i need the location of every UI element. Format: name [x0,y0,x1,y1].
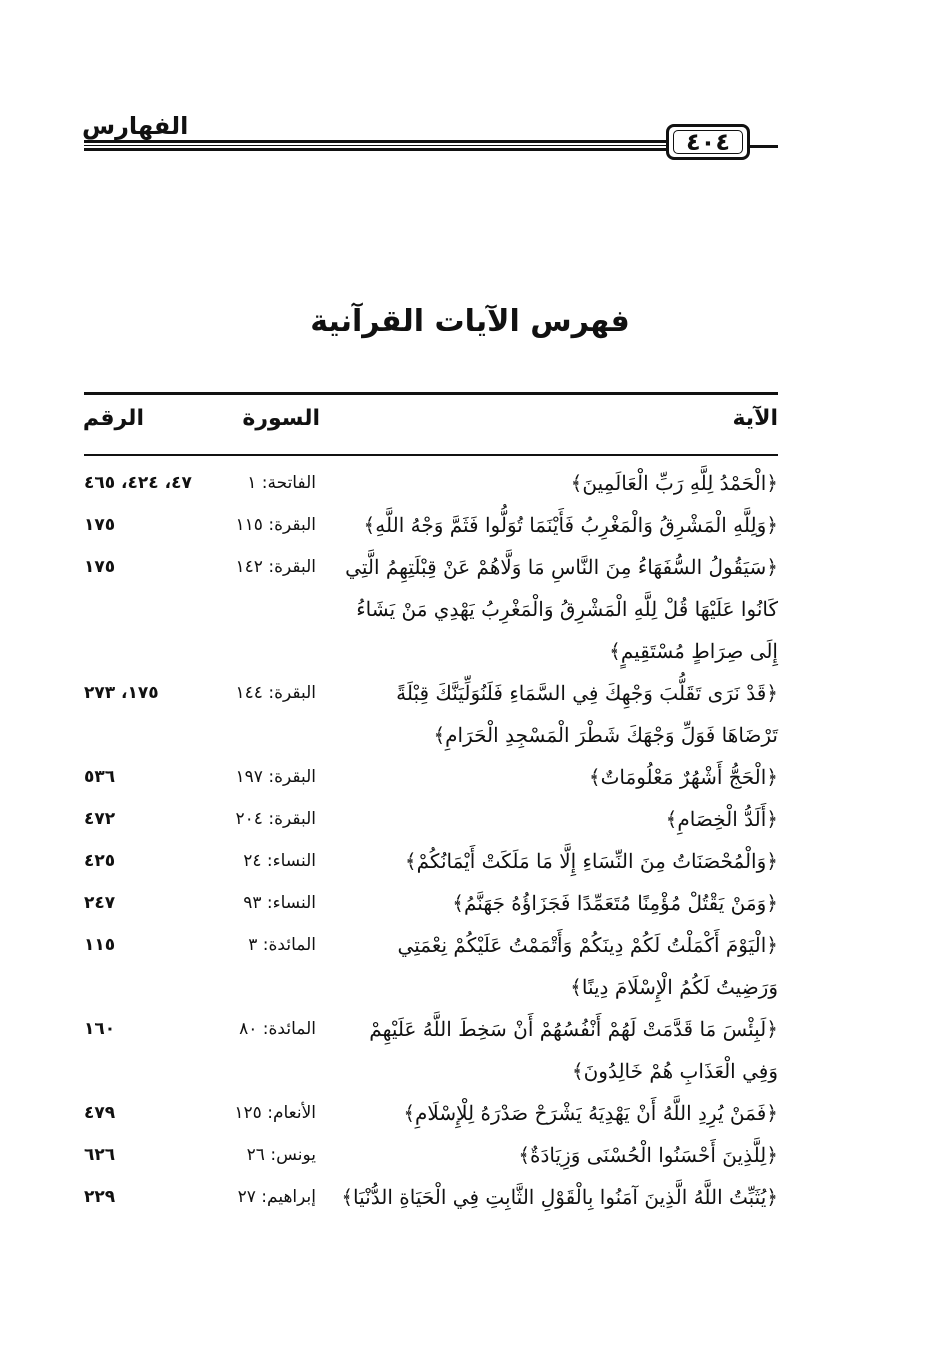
ayah-text: ﴿قَدْ نَرَى تَقَلُّبَ وَجْهِكَ فِي السَّمَاءِ فَلَنُوَلِّيَنَّكَ قِبْلَةً تَرْضَاهَا فَوَلِّ وَجْهَكَ شَطْرَ الْمَسْجِدِ الْحَرَامِ﴾ [396,681,778,747]
ayah-text: ﴿فَمَنْ يُرِدِ اللَّهُ أَنْ يَهْدِيَهُ يَشْرَحْ صَدْرَهُ لِلْإِسْلَامِ﴾ [403,1101,778,1125]
table-row [84,924,778,1008]
surah-reference: البقرة: ١٩٧ [235,767,316,787]
ayah-text: ﴿وَمَنْ يَقْتُلْ مُؤْمِنًا مُتَعَمِّدًا فَجَزَاؤُهُ جَهَنَّمُ﴾ [452,891,778,915]
surah-reference: البقرة: ١١٥ [235,515,316,535]
page-references: ٤٧، ٤٢٤، ٤٦٥ [84,473,192,493]
table-row [84,840,778,882]
column-header-ayah: الآية [732,406,778,431]
page-number: ٤٠٤ [666,124,750,160]
page-references: ٢٤٧ [84,893,116,913]
ayah-text: ﴿الْحَجُّ أَشْهُرٌ مَعْلُومَاتٌ﴾ [588,765,778,789]
page-references: ١٧٥ [84,515,116,535]
table-row [84,1092,778,1134]
page-references: ٤٧٩ [84,1103,116,1123]
table-row [84,672,778,756]
table-top-rule [84,392,778,395]
page-references: ٤٧٢ [84,809,116,829]
table-row [84,756,778,798]
surah-reference: البقرة: ١٤٢ [235,557,316,577]
index-table-body [84,462,778,1260]
surah-reference: الأنعام: ١٢٥ [234,1103,316,1123]
ayah-text: ﴿وَالْمُحْصَنَاتُ مِنَ النِّسَاءِ إِلَّا مَا مَلَكَتْ أَيْمَانُكُمْ﴾ [404,849,778,873]
ayah-text: ﴿الْيَوْمَ أَكْمَلْتُ لَكُمْ دِينَكُمْ وَأَتْمَمْتُ عَلَيْكُمْ نِعْمَتِي وَرَضِيتُ لَكُمُ الْإِسْلَامَ دِينًا﴾ [397,933,778,999]
table-row [84,798,778,840]
page-references: ١١٥ [84,935,116,955]
page-references: ٥٣٦ [84,767,116,787]
index-title: فهرس الآيات القرآنية [310,304,630,339]
ayah-text: ﴿الْحَمْدُ لِلَّهِ رَبِّ الْعَالَمِينَ﴾ [570,471,778,495]
surah-reference: النساء: ٢٤ [243,851,316,871]
page-references: ٤٢٥ [84,851,116,871]
table-header-rule [84,454,778,456]
page-references: ٢٢٩ [84,1187,116,1207]
surah-reference: الفاتحة: ١ [247,473,316,493]
page-references: ٦٢٦ [84,1145,116,1165]
ayah-text: ﴿لِلَّذِينَ أَحْسَنُوا الْحُسْنَى وَزِيَادَةٌ﴾ [518,1143,778,1167]
ayah-text: ﴿سَيَقُولُ السُّفَهَاءُ مِنَ النَّاسِ مَا وَلَّاهُمْ عَنْ قِبْلَتِهِمُ الَّتِي كَانُوا عَلَيْهَا قُلْ لِلَّهِ الْمَشْرِقُ وَالْمَغْرِبُ يَهْدِي مَنْ يَشَاءُ إِلَى صِرَاطٍ مُسْتَقِيمٍ﴾ [345,555,778,663]
table-row [84,1134,778,1176]
page-references: ١٦٠ [84,1019,116,1039]
column-header-number: الرقم [82,406,144,431]
surah-reference: المائدة: ٨٠ [239,1019,316,1039]
table-row [84,546,778,672]
surah-reference: المائدة: ٣ [248,935,316,955]
page-references: ١٧٥ [84,557,116,577]
header-rule-end [748,145,778,148]
table-row [84,1176,778,1260]
surah-reference: البقرة: ١٤٤ [235,683,316,703]
surah-reference: النساء: ٩٣ [243,893,316,913]
page-references: ١٧٥، ٢٧٣ [84,683,159,703]
table-row [84,462,778,504]
surah-reference: إبراهيم: ٢٧ [237,1187,316,1207]
ayah-text: ﴿يُثَبِّتُ اللَّهُ الَّذِينَ آمَنُوا بِالْقَوْلِ الثَّابِتِ فِي الْحَيَاةِ الدُّنْيَا﴾ [341,1185,778,1209]
ayah-text: ﴿وَلِلَّهِ الْمَشْرِقُ وَالْمَغْرِبُ فَأَيْنَمَا تُوَلُّوا فَثَمَّ وَجْهُ اللَّهِ﴾ [363,513,778,537]
ayah-text: ﴿لَبِئْسَ مَا قَدَّمَتْ لَهُمْ أَنْفُسُهُمْ أَنْ سَخِطَ اللَّهُ عَلَيْهِمْ وَفِي الْعَذَابِ هُمْ خَالِدُونَ﴾ [369,1017,778,1083]
table-row [84,882,778,924]
surah-reference: البقرة: ٢٠٤ [235,809,316,829]
running-header-title: الفهارس [82,112,189,140]
ayah-text: ﴿أَلَدُّ الْخِصَامِ﴾ [665,807,778,831]
surah-reference: يونس: ٢٦ [246,1145,316,1165]
table-row [84,1008,778,1092]
header-rule [84,140,668,151]
column-header-surah: السورة [242,406,320,431]
table-row [84,504,778,546]
